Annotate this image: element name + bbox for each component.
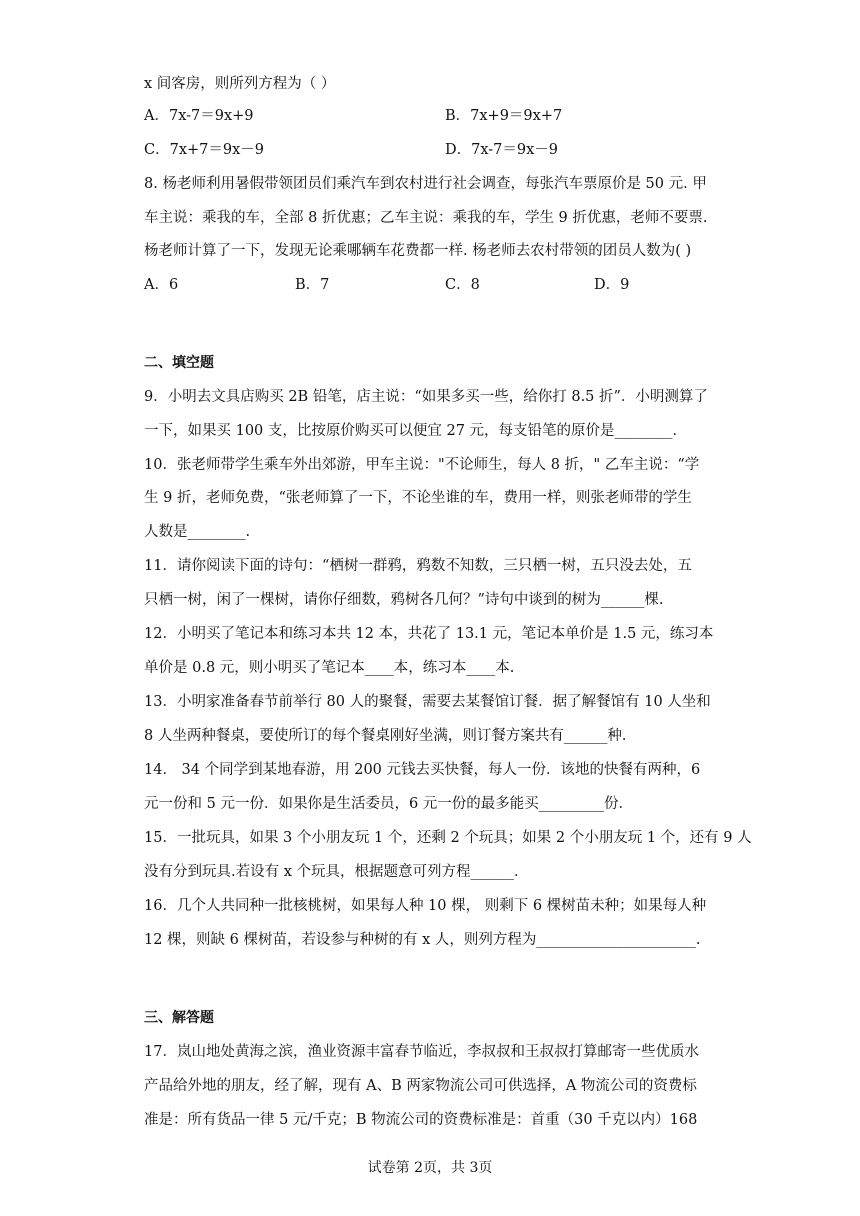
fill-line: 13．小明家准备春节前举行 80 人的聚餐，需要去某餐馆订餐．据了解餐馆有 10 人坐和 <box>144 694 711 710</box>
fill-line: 11．请你阅读下面的诗句：“栖树一群鸦，鸦数不知数，三只栖一树，五只没去处，五 <box>144 558 692 574</box>
q7-option-b[interactable]: B．7x+9＝9x+7 <box>445 108 563 124</box>
q17-line-3: 准是：所有货品一律 5 元/千克；B 物流公司的资费标准是：首重（30 千克以内）168 <box>144 1112 698 1128</box>
fill-line: 16．几个人共同种一批核桃树，如果每人种 10 棵， 则剩下 6 棵树苗未种；如果每人种 <box>144 898 707 914</box>
q8-option-a[interactable]: A．6 <box>144 277 179 293</box>
fill-line: 一下，如果买 100 支，比按原价购买可以便宜 27 元，每支铅笔的原价是________． <box>144 423 688 439</box>
q7-options-row-2 <box>144 140 744 160</box>
q17-line-2: 产品给外地的朋友，经了解，现有 A、B 两家物流公司可供选择，A 物流公司的资费标 <box>144 1078 697 1094</box>
fill-line: 12．小明买了笔记本和练习本共 12 本，共花了 13.1 元，笔记本单价是 1.5 元，练习本 <box>144 626 714 642</box>
q7-option-d[interactable]: D．7x-7＝9x－9 <box>445 142 559 158</box>
fill-line: 生 9 折，老师免费，“张老师算了一下，不论坐谁的车，费用一样，则张老师带的学生 <box>144 490 692 506</box>
fill-line: 单价是 0.8 元，则小明买了笔记本____本，练习本____本. <box>144 660 515 676</box>
q7-option-c[interactable]: C．7x+7＝9x－9 <box>144 142 264 158</box>
q7-option-a[interactable]: A．7x-7＝9x+9 <box>144 108 254 124</box>
section-fill-in-title: 二、填空题 <box>144 355 214 371</box>
fill-line: 15．一批玩具，如果 3 个小朋友玩 1 个，还剩 2 个玩具；如果 2 个小朋友玩 1 个，还有 9 人 <box>144 830 752 846</box>
q17-line-1: 17．岚山地处黄海之滨，渔业资源丰富春节临近，李叔叔和王叔叔打算邮寄一些优质水 <box>144 1044 699 1060</box>
fill-line: 只栖一树，闲了一棵树，请你仔细数，鸦树各几何？”诗句中谈到的树为______棵. <box>144 592 664 608</box>
q7-stem-tail: x 间客房，则所列方程为（ ） <box>144 76 336 92</box>
q8-line-3: 杨老师计算了一下，发现无论乘哪辆车花费都一样. 杨老师去农村带领的团员人数为( ) <box>144 243 692 259</box>
fill-line: 9．小明去文具店购买 2B 铅笔，店主说：“如果多买一些，给你打 8.5 折”．小明测算了 <box>144 389 708 405</box>
q8-option-d[interactable]: D．9 <box>594 277 630 293</box>
q8-line-1: 8. 杨老师利用暑假带领团员们乘汽车到农村进行社会调查，每张汽车票原价是 50 元. 甲 <box>144 176 707 192</box>
fill-line: 8 人坐两种餐桌，要使所订的每个餐桌刚好坐满，则订餐方案共有______种． <box>144 728 637 744</box>
q7-options-row-1 <box>144 106 744 126</box>
q8-options-row <box>144 275 744 295</box>
q8-option-c[interactable]: C．8 <box>445 277 480 293</box>
fill-line: 14． 34 个同学到某地春游，用 200 元钱去买快餐，每人一份．该地的快餐有两种，6 <box>144 762 701 778</box>
q8-line-2: 车主说：乘我的车，全部 8 折优惠；乙车主说：乘我的车，学生 9 折优惠，老师不要票. <box>144 210 708 226</box>
page-footer: 试卷第 2页，共 3页 <box>367 1160 493 1176</box>
section-answer-title: 三、解答题 <box>144 1010 214 1026</box>
fill-line: 元一份和 5 元一份．如果你是生活委员，6 元一份的最多能买_________份． <box>144 796 634 812</box>
fill-line: 10．张老师带学生乘车外出郊游，甲车主说："不论师生，每人 8 折，" 乙车主说：“学 <box>144 457 700 473</box>
fill-line: 没有分到玩具.若设有 x 个玩具，根据题意可列方程______． <box>144 864 529 880</box>
fill-line: 人数是________. <box>144 524 251 540</box>
q8-option-b[interactable]: B．7 <box>295 277 330 293</box>
fill-line: 12 棵，则缺 6 棵树苗，若设参与种树的有 x 人，则列方程为______________________. <box>144 932 701 948</box>
